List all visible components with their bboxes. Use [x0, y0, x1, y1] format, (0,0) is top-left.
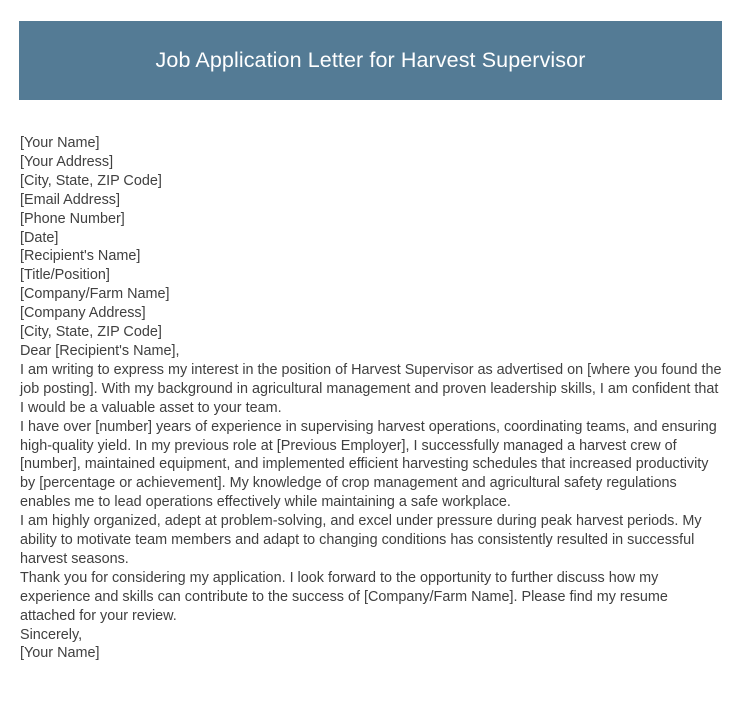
recipient-title-line: [Title/Position] [20, 267, 110, 284]
letter-content [20, 134, 722, 663]
sender-address-line: [Your Address] [20, 153, 114, 170]
signature-block [20, 626, 722, 664]
document-header-banner [19, 21, 722, 100]
recipient-name-line: [Recipient's Name] [20, 248, 141, 265]
body-paragraph-3: I am highly organized, adept at problem-solving, and excel under pressure during peak harvest periods. My ability to motivate team members and adapt to changing conditions has consistently resulted in successful harvest seasons. [20, 513, 702, 567]
body-paragraph-4: Thank you for considering my application. I look forward to the opportunity to further discuss how my experience and skills can contribute to the success of [Company/Farm Name]. Please find my resume attached for your review. [20, 569, 668, 624]
salutation: Dear [Recipient's Name], [20, 342, 180, 359]
recipient-company-address-line: [Company Address] [20, 305, 146, 322]
closing-line: Sincerely, [20, 626, 83, 643]
body-paragraph-2: I have over [number] years of experience in supervising harvest operations, coordinating teams, and ensuring high-quality yield. In my previous role at [Previous Employer], I successfully managed a harvest crew of [number], maintained equipment, and implemented efficient harvesting schedules that increased productivity by [percentage or achievement]. My knowledge of crop management and agricultural safety regulations enables me to lead operations effectively while maintaining a safe workplace. [20, 418, 717, 511]
recipient-city-state-zip-line: [City, State, ZIP Code] [20, 324, 162, 341]
sender-email-line: [Email Address] [20, 191, 120, 208]
page-title: Job Application Letter for Harvest Supervisor [155, 47, 586, 72]
recipient-address-block [20, 247, 722, 342]
signature-name-line: [Your Name] [20, 645, 100, 662]
recipient-company-line: [Company/Farm Name] [20, 286, 170, 303]
sender-address-block [20, 134, 722, 247]
sender-city-state-zip-line: [City, State, ZIP Code] [20, 172, 162, 189]
body-paragraph-1: I am writing to express my interest in the position of Harvest Supervisor as advertised on [where you found the job posting]. With my background in agricultural management and proven leadership skills, I am confident that I would be a valuable asset to your team. [20, 361, 722, 416]
sender-phone-line: [Phone Number] [20, 210, 125, 227]
sender-name-line: [Your Name] [20, 135, 100, 151]
date-line: [Date] [20, 229, 59, 246]
